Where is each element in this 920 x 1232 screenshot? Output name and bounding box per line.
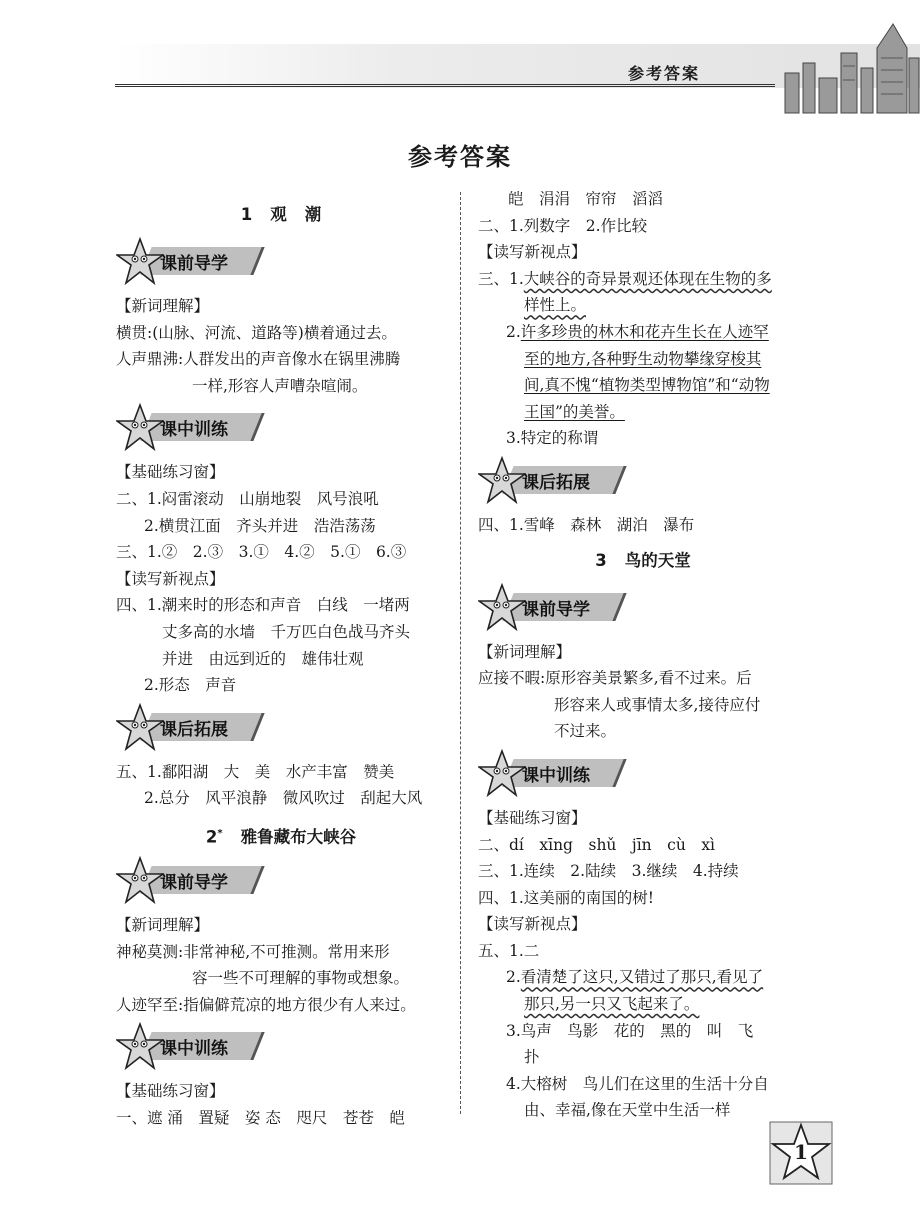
answer-line: 四、1.潮来时的形态和声音 白线 一堵两 [116, 596, 410, 615]
answer-line: 一样,形容人声嘈杂喧闹。 [192, 376, 368, 395]
answer-line: 三、1.② 2.③ 3.① 4.② 5.① 6.③ [116, 543, 407, 562]
mid-class-badge: 课中训练 [478, 749, 808, 803]
mid-class-badge: 课中训练 [116, 403, 446, 457]
star-mascot-icon [116, 237, 164, 287]
answer-line: 丈多高的水墙 千万匹白色战马齐头 [162, 622, 411, 641]
answer-line: 人迹罕至:指偏僻荒凉的地方很少有人来过。 [116, 995, 416, 1014]
post-class-badge: 课后拓展 [116, 703, 446, 757]
answer-line: 那只,另一只又飞起来了。 [524, 995, 700, 1014]
answer-line: 不过来。 [554, 722, 617, 741]
answer-line: 2.许多珍贵的林木和花卉生长在人迹罕 [506, 322, 769, 341]
answer-line: 2.横贯江面 齐头并进 浩浩荡荡 [144, 516, 376, 535]
answer-line: 五、1.鄱阳湖 大 美 水产丰富 赞美 [116, 762, 395, 781]
answer-line: 至的地方,各种野生动物攀缘穿梭其 [524, 349, 762, 368]
star-mascot-icon [116, 1022, 164, 1072]
answer-line: 2.总分 风平浪静 微风吹过 刮起大风 [144, 789, 423, 808]
mid-class-badge: 课中训练 [116, 1022, 446, 1076]
subheading: 【读写新视点】 [478, 915, 587, 934]
answer-line: 二、1.列数字 2.作比较 [478, 216, 648, 235]
pre-class-badge: 课前导学 [478, 583, 808, 637]
pre-class-badge: 课前导学 [116, 237, 446, 291]
page-number: 1 [768, 1120, 834, 1186]
answer-line: 二、dí xīng shǔ jīn cù xì [478, 835, 716, 854]
star-mascot-icon [116, 856, 164, 906]
answer-line: 3.特定的称谓 [506, 429, 599, 448]
answer-line: 2.看清楚了这只,又错过了那只,看见了 [506, 968, 764, 987]
lesson-2-title: 2* 雅鲁藏布大峡谷 [205, 827, 357, 847]
city-skyline-icon [775, 18, 920, 118]
subheading: 【新词理解】 [116, 915, 210, 934]
header-rule [115, 84, 775, 87]
answer-line: 三、1.大峡谷的奇异景观还体现在生物的多 [478, 269, 772, 288]
pre-class-badge: 课前导学 [116, 856, 446, 910]
answer-line: 3.鸟声 鸟影 花的 黑的 叫 飞 [506, 1021, 754, 1040]
subheading: 【新词理解】 [478, 642, 572, 661]
answer-line: 形容来人或事情太多,接待应付 [554, 695, 761, 714]
answer-line: 并进 由远到近的 雄伟壮观 [162, 649, 364, 668]
column-divider [460, 192, 461, 1114]
star-mascot-icon [116, 403, 164, 453]
star-mascot-icon [478, 583, 526, 633]
answer-line: 二、1.闷雷滚动 山崩地裂 风号浪吼 [116, 489, 379, 508]
answer-line: 四、1.雪峰 森林 湖泊 瀑布 [478, 515, 695, 534]
subheading: 【读写新视点】 [116, 569, 225, 588]
answer-line: 间,真不愧“植物类型博物馆”和“动物 [524, 376, 770, 395]
answer-line: 样性上。 [524, 296, 587, 315]
answer-line: 2.形态 声音 [144, 676, 237, 695]
subheading: 【新词理解】 [116, 297, 210, 315]
answer-line: 横贯:(山脉、河流、道路等)横着通过去。 [116, 323, 397, 342]
answer-line: 一、遮 涌 置疑 姿 态 咫尺 苍苍 皑 [116, 1108, 405, 1127]
star-mascot-icon [116, 703, 164, 753]
answer-line: 王国”的美誉。 [524, 402, 625, 421]
lesson-3-title: 3 鸟的天堂 [595, 550, 691, 570]
answer-line: 4.大榕树 鸟儿们在这里的生活十分自 [506, 1074, 769, 1093]
right-column [478, 186, 808, 1124]
answer-line: 应接不暇:原形容美景繁多,看不过来。后 [478, 669, 752, 688]
answer-line: 皑 涓涓 帘帘 滔滔 [508, 190, 664, 208]
subheading: 【基础练习窗】 [116, 1082, 225, 1101]
page-title: 参考答案 [408, 143, 512, 171]
answer-line: 人声鼎沸:人群发出的声音像水在锅里沸腾 [116, 350, 401, 369]
post-class-badge: 课后拓展 [478, 456, 808, 510]
answer-line: 五、1.二 [478, 941, 540, 960]
subheading: 【读写新视点】 [478, 243, 587, 262]
answer-line: 扑 [524, 1048, 540, 1067]
header-title: 参考答案 [628, 64, 701, 83]
subheading: 【基础练习窗】 [116, 463, 225, 482]
star-mascot-icon [478, 749, 526, 799]
answer-line: 容一些不可理解的事物或想象。 [192, 969, 410, 988]
answer-line: 三、1.连续 2.陆续 3.继续 4.持续 [478, 862, 739, 881]
lesson-1-title: 1 观 潮 [240, 205, 322, 224]
answer-line: 由、幸福,像在天堂中生活一样 [524, 1101, 731, 1120]
answer-line: 神秘莫测:非常神秘,不可推测。常用来形 [116, 942, 390, 961]
answer-line: 四、1.这美丽的南国的树! [478, 888, 655, 907]
subheading: 【基础练习窗】 [478, 808, 587, 827]
left-column [116, 197, 446, 1131]
star-mascot-icon [478, 456, 526, 506]
